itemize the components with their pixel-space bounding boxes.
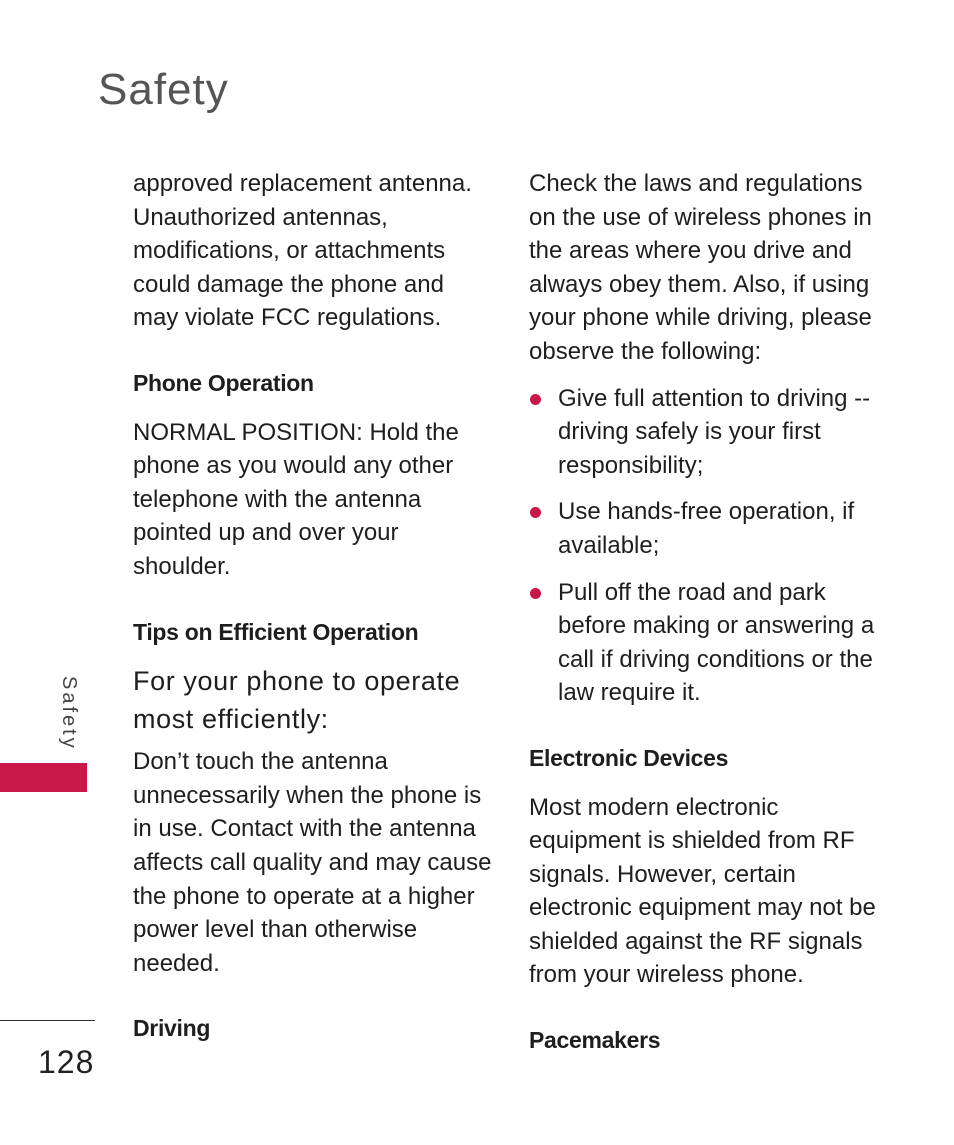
footer-divider	[0, 1020, 95, 1021]
bullet-item	[529, 576, 889, 710]
electronic-devices-heading: Electronic Devices	[529, 744, 729, 771]
phone-operation-heading: Phone Operation	[133, 369, 314, 396]
driving-laws-paragraph: Check the laws and regulations on the use of wireless phones in the areas where you drive and always obey them. Also, if using your phone while driving, please observe the following:	[529, 170, 872, 365]
bullet-dot-icon	[530, 507, 541, 518]
normal-position-paragraph: NORMAL POSITION: Hold the phone as you would any other telephone with the antenna pointed up and over your shoulder.	[133, 418, 459, 580]
antenna-paragraph: approved replacement antenna. Unauthorized antennas, modifications, or attachments could damage the phone and may violate FCC regulations.	[133, 170, 472, 332]
page-number: 128	[38, 1044, 95, 1080]
efficiency-intro: For your phone to operate most efficiently:	[133, 666, 461, 735]
side-tab-marker	[0, 763, 87, 792]
bullet-text: Pull off the road and park before making or answering a call if driving conditions or the law require it.	[558, 578, 875, 707]
tips-heading: Tips on Efficient Operation	[133, 618, 419, 645]
bullet-text: Use hands-free operation, if available;	[558, 498, 855, 559]
side-tab-label: Safety	[58, 676, 80, 751]
left-column	[133, 167, 493, 1046]
driving-heading: Driving	[133, 1015, 211, 1042]
page-title: Safety	[98, 65, 229, 114]
bullet-item	[529, 382, 889, 483]
antenna-touch-paragraph: Don’t touch the antenna unnecessarily when the phone is in use. Contact with the antenna affects call quality and may cause the phone to operate at a higher power level than otherwise needed.	[133, 748, 492, 977]
bullet-text: Give full attention to driving -- driving safely is your first responsibility;	[558, 384, 871, 479]
bullet-item	[529, 495, 889, 562]
bullet-dot-icon	[530, 588, 541, 599]
bullet-dot-icon	[530, 394, 541, 405]
pacemakers-heading: Pacemakers	[529, 1027, 661, 1054]
right-column	[529, 167, 889, 1058]
electronic-devices-paragraph: Most modern electronic equipment is shielded from RF signals. However, certain electronic equipment may not be shielded against the RF signals from your wireless phone.	[529, 793, 876, 989]
